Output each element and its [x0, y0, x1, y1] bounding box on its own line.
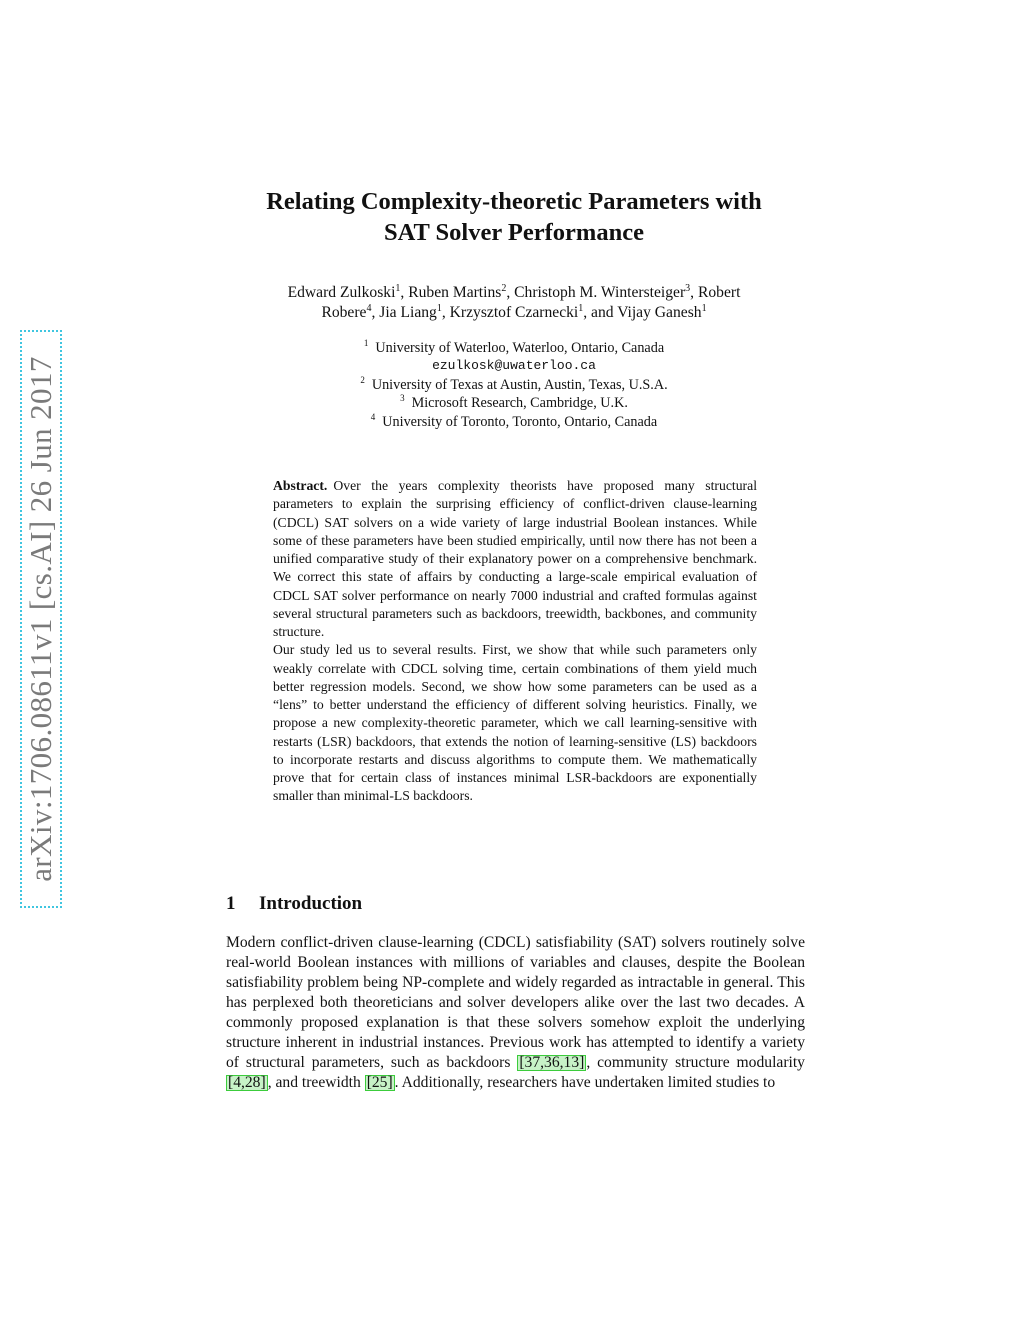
section-heading-introduction: [226, 892, 362, 916]
affiliation: [214, 339, 814, 357]
introduction-paragraph: [226, 933, 805, 1093]
citation-link[interactable]: [4,28]: [228, 1074, 266, 1091]
affiliation: [214, 413, 814, 431]
author-affiliation-mark: 1: [701, 303, 707, 314]
intro-text: Modern conflict-driven clause-learning (CDCL) satisfiability (SAT) solvers routinely solve real-world Boolean instances with millions of variables and clauses, despite the Boolean satisfiability problem being NP-complete and widely regarded as intractable in general. This has perplexed both theoreticians and solver developers alike over the last two decades. A commonly proposed explanation is that these solvers somehow exploit the underlying structure inherent in industrial instances. Previous work has attempted to identify a variety of structural parameters, such as backdoors: [226, 934, 805, 1071]
abstract-paragraph-1: [273, 477, 757, 641]
citation-link[interactable]: [25]: [366, 1074, 393, 1091]
affiliation-text: University of Texas at Austin, Austin, Texas, U.S.A.: [371, 376, 668, 393]
author-name: Ruben Martins: [408, 284, 502, 301]
affiliation-number: 4: [370, 411, 376, 422]
author-name: Jia Liang: [379, 304, 437, 321]
author-separator: ,: [441, 304, 450, 321]
arxiv-identifier: arXiv:1706.08611v1 [cs.AI] 26 Jun 2017: [23, 356, 58, 882]
author-affiliation-mark: 1: [395, 283, 401, 294]
abstract-text-1: Over the years complexity theorists have proposed many structural parameters to explain the surprising efficiency of conflict-driven clause-learning (CDCL) SAT solvers on a wide variety of large industrial Boolean instances. While some of these parameters have been studied empirically, until now there has not been a unified comparative study of their explanatory power on a comprehensive benchmark. We correct this state of affairs by conducting a large-scale empirical evaluation of CDCL SAT solver performance on nearly 7000 industrial and crafted formulas against several structural parameters such as backdoors, treewidth, backbones, and community structure.: [273, 478, 757, 639]
author-affiliation-mark: 3: [685, 283, 691, 294]
author-name: Vijay Ganesh: [617, 304, 702, 321]
affiliation-text: Microsoft Research, Cambridge, U.K.: [411, 395, 628, 412]
affiliation-text: University of Waterloo, Waterloo, Ontario, Canada: [375, 340, 665, 356]
abstract: [273, 477, 757, 806]
section-number: 1: [226, 893, 236, 914]
abstract-label: Abstract.: [273, 478, 328, 493]
section-title: Introduction: [259, 893, 363, 914]
author-separator: ,: [400, 284, 409, 301]
author-separator: , and: [583, 304, 618, 321]
author-email: ezulkosk@uwaterloo.ca: [432, 358, 596, 374]
author-line-2: Robere$^4$, Jia Liang$^1$, Krzysztof Czarnecki$^1$, and Vijay Ganesh$^1$: [321, 303, 707, 321]
abstract-paragraph-2: [273, 641, 757, 805]
author-separator: ,: [506, 284, 515, 301]
author-name: Edward Zulkoski: [287, 284, 396, 301]
author-separator: ,: [690, 284, 698, 301]
author-list: [214, 283, 814, 323]
affiliation: [214, 376, 814, 394]
affiliation-text: University of Toronto, Toronto, Ontario, Canada: [382, 413, 658, 430]
intro-text: , and treewidth: [267, 1074, 365, 1091]
intro-text: , community structure modularity: [586, 1054, 805, 1071]
author-affiliation-mark: 4: [366, 303, 372, 314]
author-line-1: Edward Zulkoski$^1$, Ruben Martins$^2$, Christoph M. Wintersteiger$^3$, Robert: [287, 283, 741, 301]
abstract-text-2: Our study led us to several results. First, we show that while such parameters only weakly correlate with CDCL solving time, certain combinations of them yield much better regression models. Second, we show how some parameters can be used as a “lens” to better understand the efficiency of different solving heuristics. Finally, we propose a new complexity-theoretic parameter, which we call learning-sensitive with restarts (LSR) backdoors, that extends the notion of learning-sensitive (LS) backdoors to incorporate restarts and discuss algorithms to compute them. We mathematically prove that for certain class of instances minimal LSR-backdoors are exponentially smaller than minimal-LS backdoors.: [273, 642, 757, 804]
affiliation-list: [214, 339, 814, 431]
author-affiliation-mark: 2: [501, 283, 507, 294]
paper-title: [214, 186, 814, 248]
author-affiliation-mark: 1: [436, 303, 442, 314]
author-name: Christoph M. Wintersteiger: [514, 284, 686, 301]
author-name: Krzysztof Czarnecki: [449, 304, 579, 321]
affiliation-number: 1: [363, 338, 369, 348]
affiliation: [214, 394, 814, 412]
intro-text: . Additionally, researchers have undertaken limited studies to: [394, 1074, 776, 1091]
affiliation-number: 3: [400, 393, 405, 404]
title-line-1: Relating Complexity-theoretic Parameters with: [266, 188, 762, 215]
citation-link[interactable]: [37,36,13]: [519, 1054, 585, 1071]
title-line-2: SAT Solver Performance: [384, 219, 644, 246]
author-separator: ,: [371, 304, 380, 321]
affiliation-number: 2: [360, 374, 365, 385]
author-affiliation-mark: 1: [578, 303, 584, 314]
